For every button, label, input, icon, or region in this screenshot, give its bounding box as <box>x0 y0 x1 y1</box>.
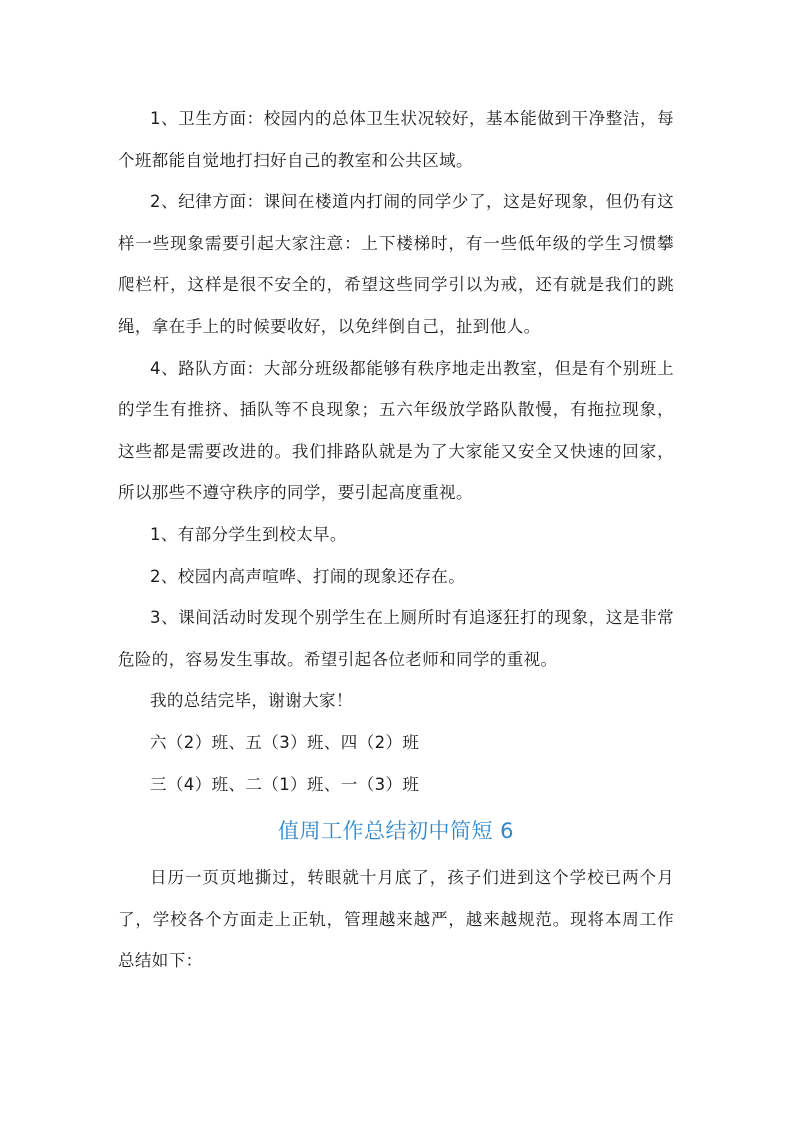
section-heading: 值周工作总结初中简短 6 <box>277 819 515 844</box>
paragraph-queue: 4、路队方面：大部分班级都能够有秩序地走出教室，但是有个别班上的学生有推挤、插队等不良现象；五六年级放学路队散慢，有拖拉现象，这些都是需要改进的。我们排路队就是为了大家能又安全又快速的回家，所以那些不遵守秩序的同学，要引起高度重视。 <box>118 358 674 503</box>
paragraph-hygiene: 1、卫生方面：校园内的总体卫生状况较好，基本能做到干净整洁，每个班都能自觉地打扫好自己的教室和公共区域。 <box>118 109 674 170</box>
document-page <box>118 98 674 982</box>
paragraph-discipline: 2、纪律方面：课间在楼道内打闹的同学少了，这是好现象，但仍有这样一些现象需要引起大家注意：上下楼梯时，有一些低年级的学生习惯攀爬栏杆，这样是很不安全的，希望这些同学引以为戒，还有就是我们的跳绳，拿在手上的时候要收好，以免绊倒自己，扯到他人。 <box>118 192 674 336</box>
paragraph-classes-line-2: 三（4）班、二（1）班、一（3）班 <box>150 774 420 794</box>
paragraph-issue-early-arrival: 1、有部分学生到校太早。 <box>150 524 347 544</box>
paragraph-issue-noise: 2、校园内高声喧哗、打闹的现象还存在。 <box>150 566 466 586</box>
paragraph-closing: 我的总结完毕，谢谢大家！ <box>150 691 353 711</box>
paragraph-intro: 日历一页页地撕过，转眼就十月底了，孩子们进到这个学校已两个月了，学校各个方面走上正轨，管理越来越严，越来越规范。现将本周工作总结如下： <box>118 868 674 971</box>
paragraph-classes-line-1: 六（2）班、五（3）班、四（2）班 <box>150 732 420 752</box>
paragraph-issue-chasing: 3、课间活动时发现个别学生在上厕所时有追逐狂打的现象，这是非常危险的，容易发生事故。希望引起各位老师和同学的重视。 <box>118 608 674 669</box>
